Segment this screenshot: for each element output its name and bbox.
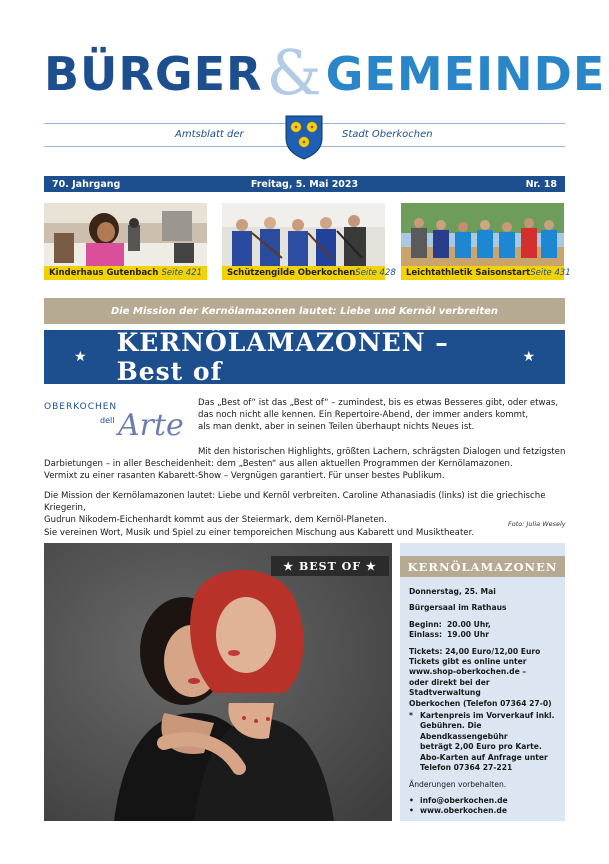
event-info-body	[409, 587, 561, 817]
text-line: als man denkt, aber in seinen Teilen überhaupt nichts Neues ist.	[198, 422, 475, 433]
article-paragraph-2	[44, 446, 568, 483]
text-line: Die Mission der Kernölamazonen lautet: Liebe und Kernöl verbreiten. Caroline Athanasiadis (links) ist die griechische Kriegerin,	[44, 491, 546, 514]
teaser-caption	[222, 266, 396, 280]
oberkochen-dell-arte-logo	[44, 396, 192, 446]
event-info-heading: KERNÖLAMAZONEN	[400, 556, 565, 577]
masthead	[0, 0, 609, 165]
teaser-kinderhaus[interactable]	[44, 203, 207, 280]
event-entry	[409, 630, 561, 640]
teaser-photo-schuetzengilde	[222, 203, 385, 266]
bullet-icon: •	[409, 795, 414, 805]
volume-number: 70. Jahrgang	[52, 178, 121, 190]
teaser-title: Kinderhaus Gutenbach	[49, 268, 159, 278]
text-line: Sie vereinen Wort, Musik und Spiel zu einer temporeichen Mischung aus Kabarett und Musiktheater.	[44, 527, 475, 538]
teaser-caption	[44, 266, 207, 280]
teaser-title: Leichtathletik Saisonstart	[406, 268, 531, 278]
changes-note: Änderungen vorbehalten.	[409, 779, 507, 789]
star-icon: ★	[74, 349, 87, 365]
ticket-sales-line: www.shop-oberkochen.de –	[409, 667, 527, 677]
logo-text-dell: dell	[100, 416, 115, 425]
price-note-line: Gebühren. Die Abendkassengebühr	[420, 721, 508, 741]
event-date: Donnerstag, 25. Mai	[409, 587, 496, 596]
city-crest-icon	[284, 114, 324, 160]
article-kicker: Die Mission der Kernölamazonen lautet: Liebe und Kernöl verbreiten	[44, 298, 565, 324]
ticket-prices: Tickets: 24,00 Euro/12,00 Euro	[409, 646, 541, 656]
text-line: Das „Best of“ ist das „Best of“ – zumindest, bis es etwas Besseres gibt, oder etwas,	[198, 398, 559, 408]
teaser-title: Schützengilde Oberkochen	[227, 268, 356, 278]
entry-value: 19.00 Uhr	[447, 630, 489, 640]
best-of-label: ★ BEST OF ★	[271, 556, 389, 576]
price-note-line: beträgt 2,00 Euro pro Karte.	[420, 742, 542, 752]
issue-number: Nr. 18	[525, 178, 557, 190]
teaser-photo-leichtathletik	[401, 203, 564, 266]
begin-value: 20.00 Uhr,	[447, 619, 491, 629]
event-info-box	[400, 543, 565, 821]
website-address: www.oberkochen.de	[420, 806, 507, 816]
title-word-buerger: BÜRGER	[44, 47, 263, 101]
issue-info-bar	[44, 176, 565, 192]
ticket-sales-line: Tickets gibt es online unter	[409, 657, 527, 667]
logo-text-arte: Arte	[118, 408, 184, 443]
email-address: info@oberkochen.de	[420, 795, 508, 805]
teaser-page: Seite 431	[530, 268, 571, 278]
price-note-line: Kartenpreis im Vorverkauf inkl.	[420, 711, 555, 721]
text-line: Vermixt zu einer rasanten Kabarett-Show – Vergnügen garantiert. Für unser bestes Publikum.	[44, 471, 445, 482]
article-photo-performers	[44, 543, 392, 821]
ticket-sales-line: oder direkt bei der Stadtverwaltung	[409, 677, 490, 698]
text-line: Mit den historischen Highlights, größten Lachern, schrägsten Dialogen und fetzigsten	[198, 447, 566, 457]
text-line: Gudrun Nikodem-Eichenhardt kommt aus der Steiermark, dem Kernöl-Planeten.	[44, 515, 387, 526]
article-paragraph-3	[44, 490, 568, 539]
masthead-subtitle-right: Stadt Oberkochen	[342, 129, 433, 140]
article-intro	[198, 397, 568, 434]
article-headline-bar	[44, 330, 565, 384]
text-line: das noch nicht alle kennen. Ein Repertoire-Abend, der immer anders kommt,	[198, 410, 529, 421]
bullet-icon: •	[409, 806, 414, 816]
star-icon: ★	[522, 349, 535, 365]
asterisk-marker: *	[409, 711, 413, 721]
email-link[interactable]	[409, 796, 561, 806]
photo-credit: Foto: Julia Wesely	[508, 520, 566, 528]
teaser-page: Seite 421	[161, 268, 202, 278]
price-note	[409, 711, 561, 773]
masthead-subtitle-left: Amtsblatt der	[175, 129, 244, 140]
logo-text-oberkochen: OBERKOCHEN	[44, 402, 118, 412]
entry-label: Einlass:	[409, 630, 443, 640]
issue-date: Freitag, 5. Mai 2023	[250, 178, 359, 190]
teaser-page: Seite 428	[355, 268, 396, 278]
ticket-sales-line: Oberkochen (Telefon 07364 27-0)	[409, 698, 552, 708]
article-headline: KERNÖLAMAZONEN – Best of	[116, 328, 449, 386]
newspaper-title	[44, 36, 606, 109]
begin-label: Beginn:	[409, 619, 442, 629]
price-note-line: Abo-Karten auf Anfrage unter	[420, 752, 548, 762]
title-word-gemeinde: GEMEINDE	[325, 47, 606, 101]
teaser-leichtathletik[interactable]	[401, 203, 571, 280]
teaser-caption	[401, 266, 571, 280]
text-line: Darbietungen – in aller Bescheidenheit: dem „Besten“ aus allen aktuellen Programmen der Kernölamazonen.	[44, 459, 513, 470]
event-begin	[409, 620, 561, 630]
event-venue: Bürgersaal im Rathaus	[409, 603, 507, 613]
teaser-schuetzengilde[interactable]	[222, 203, 396, 280]
title-ampersand: &	[266, 36, 322, 109]
teaser-photo-kinderhaus	[44, 203, 207, 266]
price-note-line: Telefon 07364 27-221	[420, 763, 513, 773]
website-link[interactable]	[409, 806, 561, 816]
